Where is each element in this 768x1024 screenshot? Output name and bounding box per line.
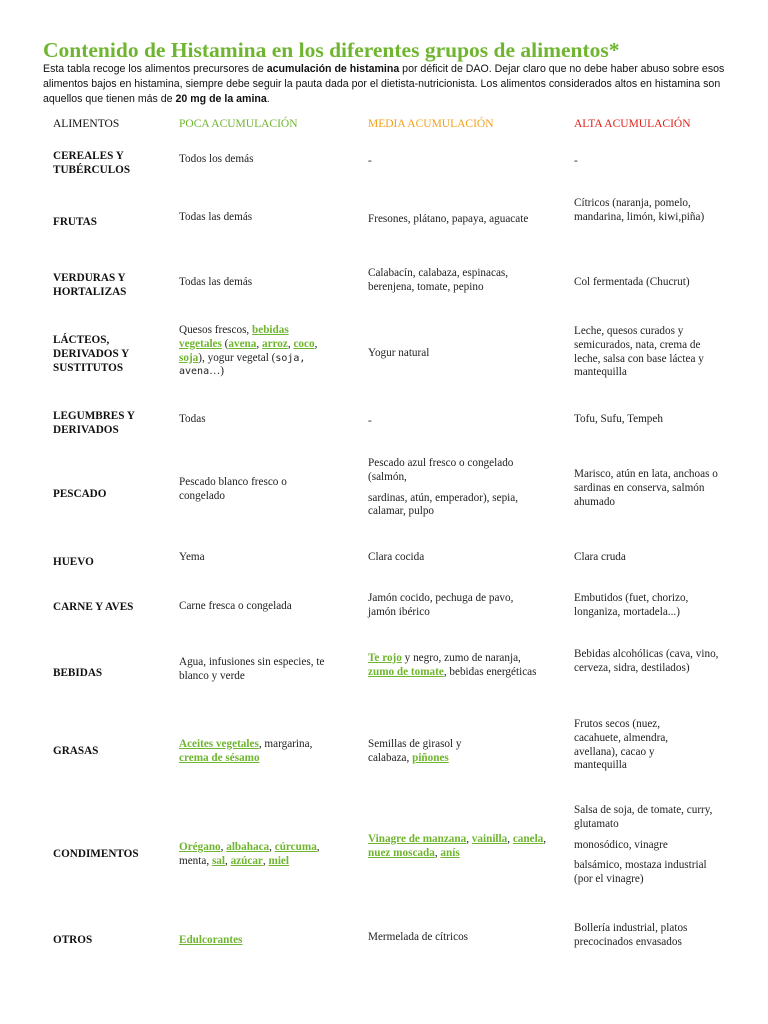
row-huevo-alta: Clara cruda [574,551,626,563]
row-bebidas-media [368,652,548,680]
link-sal[interactable]: sal [211,854,225,867]
header-media: MEDIA ACUMULACIÓN [368,118,494,130]
row-carne-media: Jamón cocido, pechuga de pavo, jamón ibérico [368,592,514,618]
row-frutas-media: Fresones, plátano, papaya, aguacate [368,213,529,225]
link-curcuma[interactable]: cúrcuma [274,841,317,853]
row-legumbres-media: - [368,415,372,427]
text-run: …) [209,365,225,378]
link-nuez-moscada[interactable]: nuez moscada [368,846,435,859]
row-cereales-media: - [368,155,372,167]
row-huevo-poca: Yema [179,551,205,563]
link-soja[interactable]: soja [179,351,199,364]
row-lacteos-category: LÁCTEOS, DERIVADOS Y SUSTITUTOS [53,334,129,374]
text-run: sardinas, atún, emperador), sepia, calamar, pulpo [368,491,519,518]
link-vinagre-de-manzana[interactable]: Vinagre de manzana [368,833,467,845]
text-run: monosódico, vinagre [574,838,668,851]
header-poca: POCA ACUMULACIÓN [179,118,298,130]
row-verduras-category: VERDURAS Y HORTALIZAS [53,272,127,298]
intro-text: . [266,93,270,105]
link-azucar[interactable]: azúcar [230,854,263,867]
text-run: balsámico, mostaza industrial (por el vinagre) [574,859,707,886]
row-carne-poca: Carne fresca o congelada [179,600,292,612]
row-huevo-category: HUEVO [53,556,94,568]
spacer [574,832,714,839]
row-bebidas-poca: Agua, infusiones sin especies, te blanco y verde [179,656,325,682]
spacer [368,485,548,492]
row-verduras-alta: Col fermentada (Chucrut) [574,276,690,288]
link-crema-de-sesamo[interactable]: crema de sésamo [179,751,260,764]
row-otros-media: Mermelada de cítricos [368,931,469,943]
row-condimentos-category: CONDIMENTOS [53,848,139,860]
page-title: Contenido de Histamina en los diferentes grupos de alimentos* [43,38,620,62]
text-run: , [269,841,275,853]
row-frutas-poca: Todas las demás [179,211,253,223]
link-albahaca[interactable]: albahaca [226,841,270,853]
row-cereales-alta: - [574,155,578,167]
row-otros-category: OTROS [53,934,93,946]
row-carne-category: CARNE Y AVES [53,601,134,613]
row-lacteos-poca [179,324,324,379]
text-run-mono: soja, avena [179,352,306,378]
text-run: Salsa de soja, de tomate, curry, glutamato [574,804,713,830]
row-pescado-alta: Marisco, atún en lata, anchoas o sardinas en conserva, salmón ahumado [574,468,718,508]
intro-emphasis: acumulación de histamina [266,63,400,75]
text-run: , [466,833,472,845]
row-pescado-poca: Pescado blanco fresco o congelado [179,476,287,502]
text-run: Pescado azul fresco o congelado (salmón, [368,457,514,483]
row-verduras-media: Calabacín, calabaza, espinacas, berenjena, tomate, pepino [368,267,509,293]
intro-text: Esta tabla recoge los alimentos precursores de [43,63,267,75]
row-grasas-alta: Frutos secos (nuez, cacahuete, almendra, avellana), cacao y mantequilla [574,718,669,772]
link-canela[interactable]: canela [512,833,544,845]
row-otros-alta: Bollería industrial, platos precocinados envasados [574,922,688,948]
header-alimentos: ALIMENTOS [53,118,120,130]
row-cereales-poca: Todos los demás [179,153,254,165]
row-legumbres-category: LEGUMBRES Y DERIVADOS [53,410,135,436]
text-run: , bebidas energéticas [443,665,537,678]
row-frutas-category: FRUTAS [53,216,97,228]
text-run: , menta, [179,841,320,867]
link-pinones[interactable]: piñones [412,751,449,764]
text-run: ), yogur vegetal ( [198,351,276,364]
link-te-rojo[interactable]: Te rojo [368,652,402,664]
text-run: , [507,833,513,845]
text-run: , [287,337,294,350]
link-oregano[interactable]: Orégano [179,841,221,853]
intro-emphasis: 20 mg de la amina [175,93,267,105]
link-vainilla[interactable]: vainilla [471,833,508,845]
link-edulcorantes[interactable]: Edulcorantes [179,934,243,946]
row-condimentos-alta [574,804,714,887]
row-bebidas-alta: Bebidas alcohólicas (cava, vino, cerveza, sidra, destilados) [574,648,719,674]
text-run: , [314,337,318,350]
text-run: , [543,833,547,845]
link-anis[interactable]: anís [440,846,460,859]
intro-text: por déficit de DAO. Dejar claro que no debe haber abuso sobre esos alimentos bajos en histamina, siempre debe seguir la pauta dada por el dietista-nutricionista. Los alimentos considerados altos en histamina son aquellos que tienen más de [43,63,725,105]
row-condimentos-media [368,833,548,861]
row-lacteos-alta: Leche, quesos curados y semicurados, nata, crema de leche, salsa con base láctea y mantequilla [574,325,704,379]
text-run: , [225,854,231,867]
row-frutas-alta: Cítricos (naranja, pomelo, mandarina, limón, kiwi,piña) [574,197,705,223]
row-huevo-media: Clara cocida [368,551,425,563]
link-avena[interactable]: avena [228,337,257,350]
row-grasas-category: GRASAS [53,745,99,757]
link-aceites-vegetales[interactable]: Aceites vegetales [179,738,259,750]
text-run: ( [221,337,229,350]
row-verduras-poca: Todas las demás [179,276,253,288]
row-condimentos-poca [179,841,349,869]
text-run: , [220,841,227,853]
row-grasas-poca [179,738,339,766]
row-bebidas-category: BEBIDAS [53,667,103,679]
text-run: Semillas de girasol y calabaza, [368,738,462,764]
link-bebidas-vegetales[interactable]: bebidas vegetales [179,324,289,350]
row-pescado-category: PESCADO [53,488,107,500]
row-cereales-category: CEREALES Y TUBÉRCULOS [53,150,131,176]
text-run: , [256,337,262,350]
header-alta: ALTA ACUMULACIÓN [574,118,691,130]
link-miel[interactable]: miel [268,854,290,867]
text-run: y negro, zumo de naranja, [401,652,521,664]
text-run: , [262,854,269,867]
row-grasas-media [368,738,483,766]
text-run: , [434,846,441,859]
text-run: Quesos frescos, [179,324,253,336]
row-pescado-media [368,457,548,519]
link-coco[interactable]: coco [293,337,315,350]
row-carne-alta: Embutidos (fuet, chorizo, longaniza, mortadela...) [574,592,689,618]
row-otros-poca [179,934,349,948]
spacer [574,852,714,859]
row-legumbres-poca: Todas [179,413,206,425]
row-lacteos-media: Yogur natural [368,347,430,359]
link-zumo-de-tomate[interactable]: zumo de tomate [368,665,444,678]
text-run: , margarina, [258,738,313,750]
link-arroz[interactable]: arroz [261,337,288,350]
row-legumbres-alta: Tofu, Sufu, Tempeh [574,413,663,425]
